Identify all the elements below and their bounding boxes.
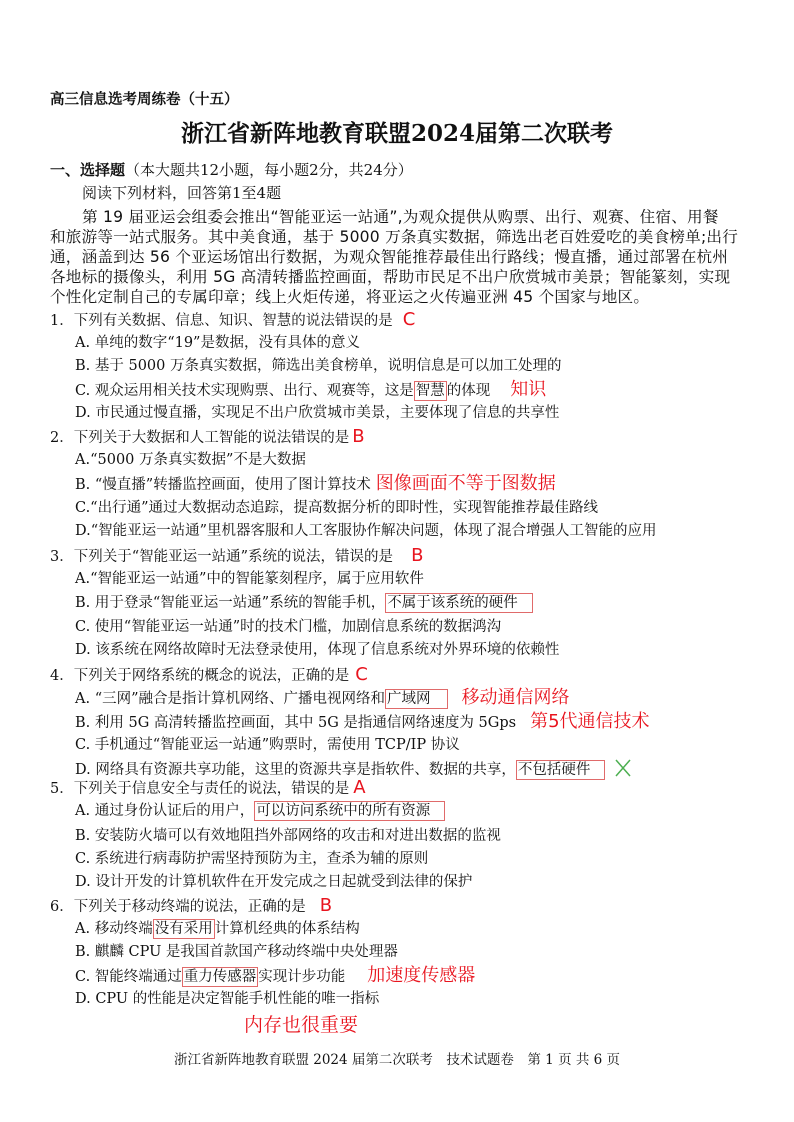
passage-line: 各地标的摄像头，利用 5G 高清转播监控画面，帮助市民足不出户欣赏城市美景；智能篆刻，实现 (50, 268, 731, 286)
highlight-box: 重力传感器 (183, 969, 257, 985)
option: C. 智能终端通过 重力传感器 实现计步功能 加速度传感器 (75, 965, 476, 986)
page-title: 浙江省新阵地教育联盟2024届第二次联考 (180, 120, 613, 147)
option: C. 手机通过“智能亚运一站通”购票时，需使用 TCP/IP 协议 (75, 737, 460, 753)
passage-line: 个性化定制自己的专属印章；线上火炬传递，将亚运之火传遍亚洲 45 个国家与地区。 (50, 288, 650, 306)
cross-mark-icon (613, 758, 633, 778)
highlight-box: 没有采用 (154, 921, 213, 937)
answer-mark: B (319, 895, 333, 916)
option: C. 观众运用相关技术实现购票、出行、观赛等，这是 智慧 的体现 知识 (75, 379, 547, 400)
question-stem: 5．下列关于信息安全与责任的说法，错误的是 A (50, 777, 366, 798)
question-stem: 4．下列关于网络系统的概念的说法，正确的是 C (50, 664, 368, 685)
option: D. 网络具有资源共享功能，这里的资源共享是指软件、数据的共享， 不包括硬件 (75, 758, 633, 780)
passage-line: 和旅游等一站式服务。其中美食通，基于 5000 万条真实数据，筛选出老百姓爱吃的美食榜单;出行 (50, 228, 739, 246)
option: A.“智能亚运一站通”中的智能篆刻程序，属于应用软件 (75, 571, 424, 587)
intro-text: 阅读下列材料，回答第1至4题 (82, 184, 282, 202)
answer-mark: B (411, 545, 424, 566)
option: B. 用于登录“智能亚运一站通”系统的智能手机， 不属于该系统的硬件 (75, 593, 533, 613)
option: B. “慢直播”转播监控画面，使用了图计算技术 图像画面不等于图数据 (75, 473, 556, 494)
option: A. 单纯的数字“19”是数据，没有具体的意义 (75, 335, 360, 351)
option: D. 市民通过慢直播，实现足不出户欣赏城市美景，主要体现了信息的共享性 (75, 405, 560, 421)
answer-mark: C (355, 664, 368, 685)
section-heading (50, 160, 413, 180)
option: B. 安装防火墙可以有效地阻挡外部网络的攻击和对进出数据的监视 (75, 828, 501, 844)
option: B. 麒麟 CPU 是我国首款国产移动终端中央处理器 (75, 944, 398, 960)
question-stem: 6．下列关于移动终端的说法，正确的是 B (50, 895, 333, 916)
option: A. “三网”融合是指计算机网络、广播电视网络和 广域网 移动通信网络 (75, 687, 570, 708)
option: D. 设计开发的计算机软件在开发完成之日起就受到法律的保护 (75, 874, 473, 890)
question-stem: 3．下列关于“智能亚运一站通”系统的说法，错误的是 B (50, 545, 424, 566)
option: A.“5000 万条真实数据”不是大数据 (75, 452, 306, 468)
section-label: 一、选择题 (50, 161, 126, 179)
annotation: 知识 (510, 379, 547, 400)
answer-mark: C (402, 309, 416, 330)
question-stem: 1．下列有关数据、信息、知识、智慧的说法错误的是 C (50, 309, 416, 330)
question-stem: 2．下列关于大数据和人工智能的说法错误的是 B (50, 426, 365, 447)
section-note: （本大题共12小题，每小题2分，共24分） (125, 161, 413, 179)
option: D. 该系统在网络故障时无法登录使用，体现了信息系统对外界环境的依赖性 (75, 642, 560, 658)
option: B. 利用 5G 高清转播监控画面，其中 5G 是指通信网络速度为 5Gps 第5代通信技术 (75, 711, 650, 732)
option: D. CPU 的性能是决定智能手机性能的唯一指标 (75, 991, 380, 1007)
annotation: 移动通信网络 (461, 687, 570, 708)
option: C. 使用“智能亚运一站通”时的技术门槛，加剧信息系统的数据鸿沟 (75, 619, 502, 635)
option: B. 基于 5000 万条真实数据，筛选出美食榜单，说明信息是可以加工处理的 (75, 358, 562, 374)
exam-header: 高三信息选考周练卷（十五） (50, 91, 239, 108)
option: C.“出行通”通过大数据动态追踪，提高数据分析的即时性，实现智能推荐最佳路线 (75, 500, 599, 516)
annotation: 第5代通信技术 (530, 711, 650, 732)
highlight-box: 智慧 (415, 383, 445, 399)
option: A. 通过身份认证后的用户， 可以访问系统中的所有资源 (75, 801, 445, 821)
highlight-box: 不属于该系统的硬件 (385, 593, 533, 613)
answer-mark: A (353, 777, 366, 798)
highlight-box: 不包括硬件 (516, 760, 606, 780)
passage-line: 通，涵盖到达 56 个亚运场馆出行数据，为观众智能推荐最佳出行路线；慢直播，通过部署在杭州 (50, 248, 729, 266)
annotation: 加速度传感器 (367, 965, 476, 986)
annotation: 内存也很重要 (244, 1014, 359, 1036)
option: C. 系统进行病毒防护需坚持预防为主，查杀为辅的原则 (75, 851, 429, 867)
highlight-box: 可以访问系统中的所有资源 (254, 801, 445, 821)
annotation: 图像画面不等于图数据 (375, 473, 556, 494)
option: D.“智能亚运一站通”里机器客服和人工客服协作解决问题，体现了混合增强人工智能的应用 (75, 523, 657, 539)
page-footer: 浙江省新阵地教育联盟 2024 届第二次联考 技术试题卷 第 1 页 共 6 页 (173, 1052, 621, 1068)
passage-line: 第 19 届亚运会组委会推出“智能亚运一站通”,为观众提供从购票、出行、观赛、住宿、用餐 (82, 208, 719, 226)
option: A. 移动终端 没有采用 计算机经典的体系结构 (75, 921, 360, 937)
highlight-box: 广域网 (385, 689, 448, 709)
answer-mark: B (352, 426, 365, 447)
